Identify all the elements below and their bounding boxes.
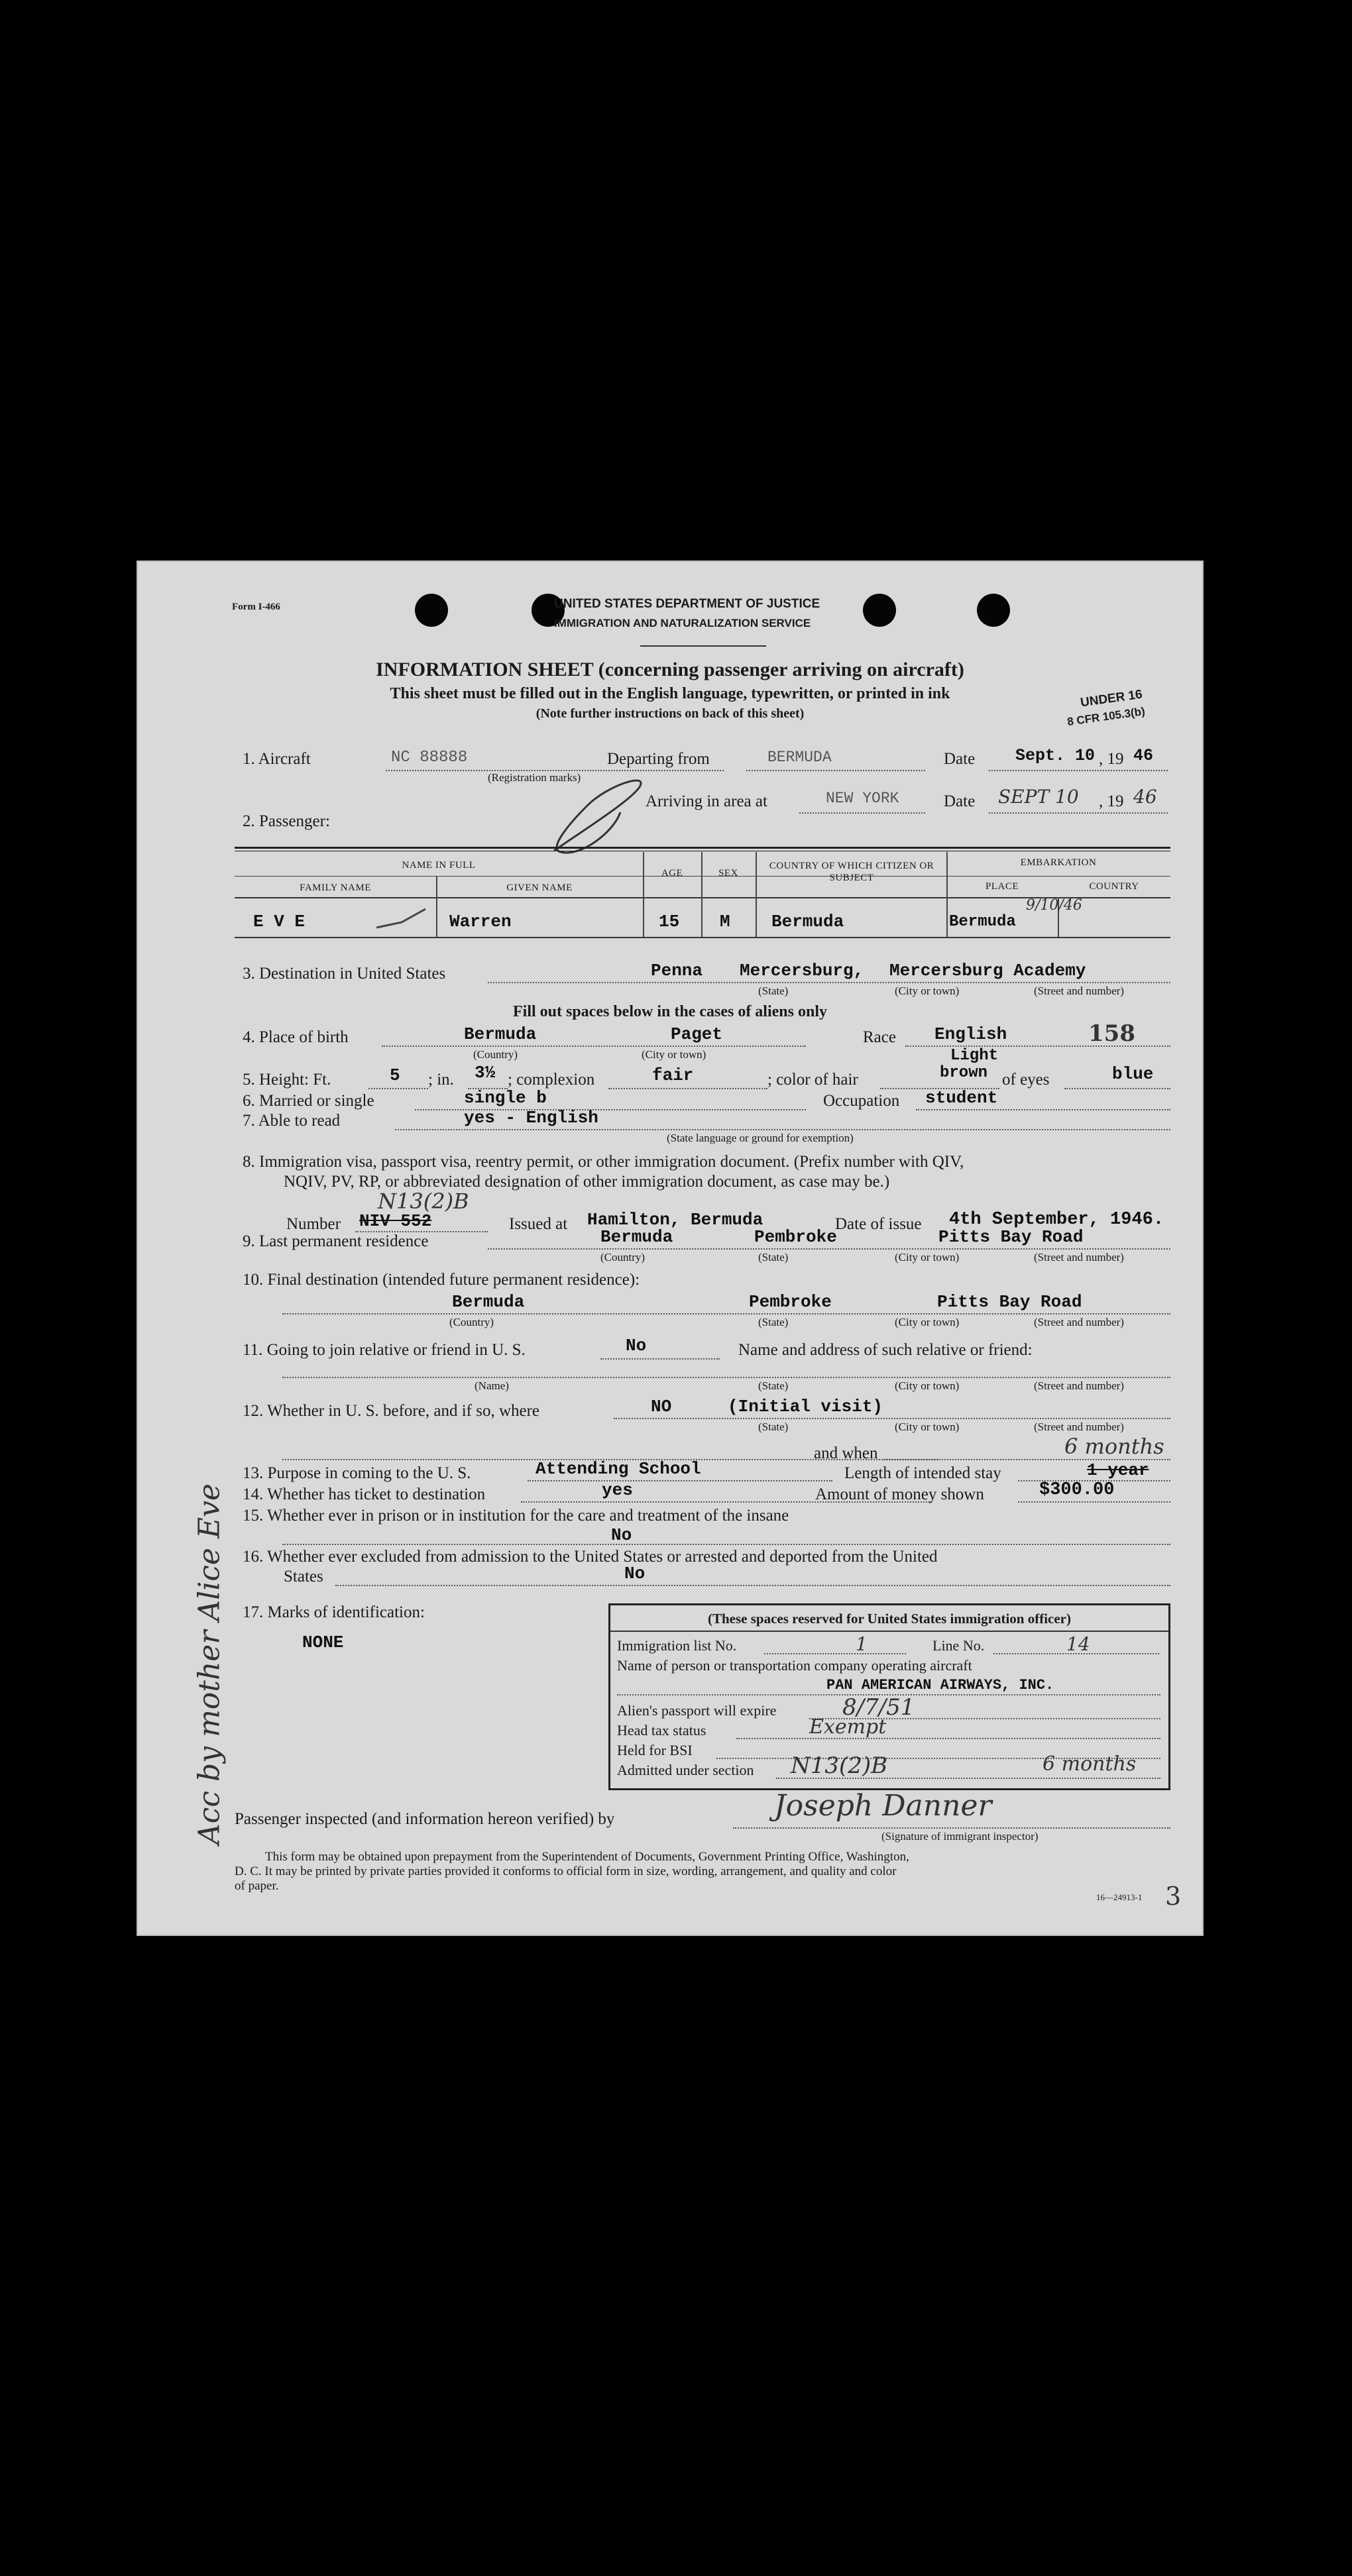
relative-name-label: Name and address of such relative or friend: [738, 1341, 1033, 1359]
eye-color[interactable]: blue [1112, 1064, 1154, 1084]
departure-year[interactable]: 46 [1133, 746, 1154, 765]
arriving-area[interactable]: NEW YORK [826, 790, 899, 807]
checkmark-scribble [534, 773, 653, 859]
purpose-label: 13. Purpose in coming to the U. S. [243, 1464, 471, 1482]
birth-country[interactable]: Bermuda [464, 1024, 537, 1044]
stamp-under-16: UNDER 16 [1079, 687, 1143, 710]
visa-number-correction: N13(2)B [378, 1189, 469, 1214]
punch-hole [977, 594, 1010, 627]
inspected-label: Passenger inspected (and information hereon verified) by [235, 1810, 615, 1828]
departing-label: Departing from [607, 750, 710, 768]
code-158: 158 [1088, 1020, 1135, 1047]
height-feet[interactable]: 5 [390, 1065, 400, 1085]
arrival-date[interactable]: SEPT 10 [998, 786, 1079, 808]
stay-label: Length of intended stay [844, 1464, 1001, 1482]
form-sheet: Form I-466 UNITED STATES DEPARTMENT OF JUSTICE IMMIGRATION AND NATURALIZATION SERVICE INFORMATION SHEET (concerning passenger arriving on aircraft) This sheet must be filled out in the English language, typewritten, or printed in ink (Note further instructions on back of this sheet) UNDER 16 8 CFR 105.3(b) 1. Aircraft NC 88888 (Registration marks) Departing from BERMUDA Date Sept. 10 , 19 46 2. Passenger: Arriving in area at NEW YORK Date SEPT 10 , 19 46 NAME IN FULL FAMILY NAME GIVEN NAME AGE SEX COUNTRY OF WHICH CITIZEN OR SUBJECT EMBARKATION PLACE COUNTRY E V E Warren 15 M Bermuda Bermuda 9/10/46 3. Destination in United States Penna Mercersburg, Mercersburg Academy (State) (City or town) (Street and number) Fill out spaces below in the cases of aliens only 4. Place of birth Bermuda Paget (Country) (City or town) Race English 158 5. Height: Ft. 5 ; in. 3½ ; complexion fair ; color of hair Light brown of eyes blue 6. Married or single single b Occupation student 7. Able to read yes - English (State language or ground for exemption) 8. Immigration visa, passport visa, reentry permit, or other immigration document. (Prefix number with QIV, NQIV, PV, RP, or abbreviated designation of other immigration document, as case may be.) N13(2)B Number NIV 552 Issued at Hamilton, Bermuda Date of issue 4th September, 1946. 9. Last permanent residence Bermuda Pembroke Pitts Bay Road (Country) (State) (City or town) (Street and number) 10. Final destination (intended future permanent residence): Bermuda Pembroke Pitts Bay Road (Country) (State) (City or town) (Street and number) 11. Going to join relative or friend in U. S. No Name and address of such relative or friend: (Name) (State) (City or town) (Street and number) 12. Whether in U. S. before, and if so, where NO (Initial visit) (State) (City or town) (Street and number) and when 13. Purpose in coming to the U. S. Attending School Length of intended stay 1 year 6 months 14. Whether has ticket to destination yes Amount of money shown $300.00 15. Whether ever in prison or in institution for the care and treatment of the insane No 16. Whether ever excluded from admission to the United States or arrested and deported from the United States No 17. Marks of identification: NONE (These spaces reserved for United States immigration officer) Immigration list No. 1 Line No. 14 Name of person or transportation company operating aircraft PAN AMERICAN AIRWAYS, INC. Alien's passport will expire 8/7/51 Head tax status Exempt Held for BSI Admitted under section N13(2)B 6 months Passenger inspected (and information hereon verified) by Joseph Danner (Signature of immigrant inspector) This form may be obtained upon prepayment from the Superintendent of Documents, Government Printing Office, Washington, D. C. It may be printed by private parties provided it conforms to official form in size, wording, arrangement, and quality and color of paper. 16—24913-1 3 Acc by mother Alice Eve [137, 561, 1204, 1936]
family-name[interactable]: E V E [253, 912, 306, 932]
money-shown[interactable]: $300.00 [1039, 1480, 1115, 1500]
hair-note: Light [950, 1047, 999, 1065]
given-name-header: GIVEN NAME [506, 883, 573, 893]
company-label: Name of person or transportation company operating aircraft [617, 1657, 972, 1674]
join-relative[interactable]: No [626, 1336, 647, 1356]
birthplace-label: 4. Place of birth [243, 1028, 349, 1046]
operating-company[interactable]: PAN AMERICAN AIRWAYS, INC. [826, 1677, 1054, 1693]
previous-visit-label: 12. Whether in U. S. before, and if so, where [243, 1402, 540, 1420]
height-inches[interactable]: 3½ [475, 1063, 496, 1083]
line-number[interactable]: 14 [1066, 1633, 1090, 1655]
ticket-label: 14. Whether has ticket to destination [243, 1485, 486, 1503]
initial-visit-note[interactable]: (Initial visit) [728, 1397, 883, 1417]
final-country[interactable]: Bermuda [452, 1292, 525, 1312]
issue-date[interactable]: 4th September, 1946. [949, 1210, 1164, 1230]
arrival-year[interactable]: 46 [1133, 786, 1157, 808]
admitted-section[interactable]: N13(2)B [791, 1752, 888, 1779]
bsi-label: Held for BSI [617, 1742, 693, 1758]
service-name: IMMIGRATION AND NATURALIZATION SERVICE [554, 617, 811, 629]
when-label: and when [814, 1444, 878, 1462]
embarkation-header: EMBARKATION [1020, 857, 1097, 868]
family-name-header: FAMILY NAME [300, 883, 371, 893]
destination-label: 3. Destination in United States [243, 965, 446, 983]
final-destination-label: 10. Final destination (intended future permanent residence): [243, 1271, 640, 1289]
aircraft-label: 1. Aircraft [243, 750, 311, 768]
registration-sublabel: (Registration marks) [488, 771, 581, 784]
passport-expiry[interactable]: 8/7/51 [842, 1694, 915, 1721]
previous-visit[interactable]: NO [651, 1397, 672, 1417]
footer-line-3: of paper. [235, 1879, 279, 1893]
pen-tick [375, 905, 428, 932]
marks-label: 17. Marks of identification: [243, 1603, 425, 1621]
residence-state[interactable]: Pembroke [754, 1227, 837, 1247]
country-header: COUNTRY [1089, 881, 1139, 892]
head-tax-label: Head tax status [617, 1722, 706, 1739]
arrival-date-label: Date [944, 792, 976, 810]
destination-street[interactable]: Mercersburg Academy [889, 961, 1086, 981]
sex-header: SEX [718, 868, 738, 879]
aliens-only-note: Fill out spaces below in the cases of aliens only [512, 1003, 827, 1020]
hair-color[interactable]: brown [940, 1064, 988, 1082]
inspector-signature: Joseph Danner [774, 1789, 992, 1823]
marks-value[interactable]: NONE [302, 1633, 344, 1652]
occupation-label: Occupation [823, 1092, 900, 1110]
join-relative-label: 11. Going to join relative or friend in U. S. [243, 1341, 526, 1359]
instruction-note: (Note further instructions on back of this sheet) [535, 706, 805, 721]
page-number: 3 [1165, 1882, 1182, 1911]
sheet-title: INFORMATION SHEET (concerning passenger arriving on aircraft) [376, 659, 964, 680]
residence-country[interactable]: Bermuda [600, 1227, 673, 1247]
excluded-label: 16. Whether ever excluded from admission to the United States or arrested and deported from the United [243, 1548, 938, 1566]
header-rule [640, 645, 766, 647]
name-in-full-header: NAME IN FULL [402, 860, 476, 871]
margin-note: Acc by mother Alice Eve [192, 1483, 227, 1845]
head-tax-status[interactable]: Exempt [809, 1715, 887, 1739]
place-header: PLACE [985, 881, 1019, 892]
visa-label-2: NQIV, PV, RP, or abbreviated designation of other immigration document, as case may be.) [284, 1173, 890, 1191]
punch-hole [863, 594, 896, 627]
read-label: 7. Able to read [243, 1112, 341, 1130]
purpose[interactable]: Attending School [535, 1459, 701, 1479]
excluded-label-2: States [284, 1568, 323, 1585]
final-street[interactable]: Pitts Bay Road [937, 1292, 1082, 1312]
embarkation-place[interactable]: Bermuda [949, 913, 1016, 931]
visa-number[interactable]: NIV 552 [359, 1211, 432, 1231]
admitted-duration[interactable]: 6 months [1042, 1752, 1137, 1776]
destination-state[interactable]: Penna [651, 961, 703, 981]
signature-sublabel: (Signature of immigrant inspector) [881, 1830, 1039, 1843]
passport-expiry-label: Alien's passport will expire [617, 1702, 777, 1719]
excluded-value[interactable]: No [624, 1564, 646, 1583]
visa-number-label: Number [286, 1215, 341, 1233]
issued-at[interactable]: Hamilton, Bermuda [587, 1210, 763, 1230]
residence-street[interactable]: Pitts Bay Road [938, 1227, 1084, 1247]
officer-box [608, 1603, 1170, 1790]
read-sublabel: (State language or ground for exemption) [667, 1132, 854, 1144]
aircraft-registration[interactable]: NC 88888 [391, 749, 468, 767]
age-header: AGE [661, 868, 683, 879]
prison-label: 15. Whether ever in prison or in institution for the care and treatment of the insane [243, 1507, 789, 1525]
citizenship-header: COUNTRY OF WHICH CITIZEN OR SUBJECT [769, 861, 934, 883]
agency-name: UNITED STATES DEPARTMENT OF JUSTICE [554, 597, 820, 611]
form-code: 16—24913-1 [1096, 1892, 1143, 1902]
issued-at-label: Issued at [509, 1215, 568, 1233]
age-value[interactable]: 15 [659, 912, 680, 932]
birth-city[interactable]: Paget [671, 1024, 723, 1044]
form-number: Form I-466 [232, 602, 280, 612]
list-label: Immigration list No. [617, 1637, 737, 1654]
departure-date[interactable]: Sept. 10 [1015, 746, 1096, 765]
citizen-of[interactable]: Bermuda [771, 912, 844, 932]
instruction-line: This sheet must be filled out in the English language, typewritten, or printed in ink [390, 685, 950, 702]
date-label: Date [944, 750, 976, 768]
height-label: 5. Height: Ft. [243, 1071, 331, 1089]
residence-label: 9. Last permanent residence [243, 1232, 429, 1250]
embarkation-date-note: 9/10/46 [1026, 897, 1082, 914]
intended-stay[interactable]: 1 year [1087, 1460, 1149, 1480]
punch-hole [415, 594, 448, 627]
issue-date-label: Date of issue [835, 1215, 922, 1233]
final-state[interactable]: Pembroke [749, 1292, 832, 1312]
sex-value[interactable]: M [720, 912, 730, 932]
passenger-label: 2. Passenger: [243, 812, 330, 830]
has-ticket[interactable]: yes [602, 1480, 633, 1500]
list-number[interactable]: 1 [856, 1633, 868, 1655]
race-value[interactable]: English [934, 1024, 1007, 1044]
destination-city[interactable]: Mercersburg, [740, 961, 864, 981]
complexion[interactable]: fair [652, 1065, 694, 1085]
footer-line-2: D. C. It may be printed by private parties provided it conforms to official form in size, wording, arrangement, and quality and color [235, 1864, 897, 1878]
footer-line-1: This form may be obtained upon prepayment from the Superintendent of Documents, Government Printing Office, Washington, [265, 1850, 909, 1864]
arriving-label: Arriving in area at [646, 792, 767, 810]
stamp-cfr: 8 CFR 105.3(b) [1066, 704, 1146, 729]
stay-correction: 6 months [1064, 1434, 1164, 1459]
given-name[interactable]: Warren [449, 912, 512, 932]
admitted-label: Admitted under section [617, 1762, 754, 1778]
money-label: Amount of money shown [815, 1485, 984, 1503]
visa-label: 8. Immigration visa, passport visa, reentry permit, or other immigration document. (Prefix number with QIV, [243, 1153, 964, 1171]
departing-from[interactable]: BERMUDA [767, 749, 832, 766]
line-label: Line No. [932, 1637, 985, 1654]
race-label: Race [863, 1028, 896, 1046]
prison-value[interactable]: No [611, 1525, 632, 1545]
marital-status[interactable]: single b [464, 1088, 547, 1108]
occupation[interactable]: student [925, 1088, 998, 1108]
officer-box-title: (These spaces reserved for United States immigration officer) [707, 1611, 1071, 1627]
able-to-read[interactable]: yes - English [464, 1108, 598, 1128]
marital-label: 6. Married or single [243, 1092, 374, 1110]
